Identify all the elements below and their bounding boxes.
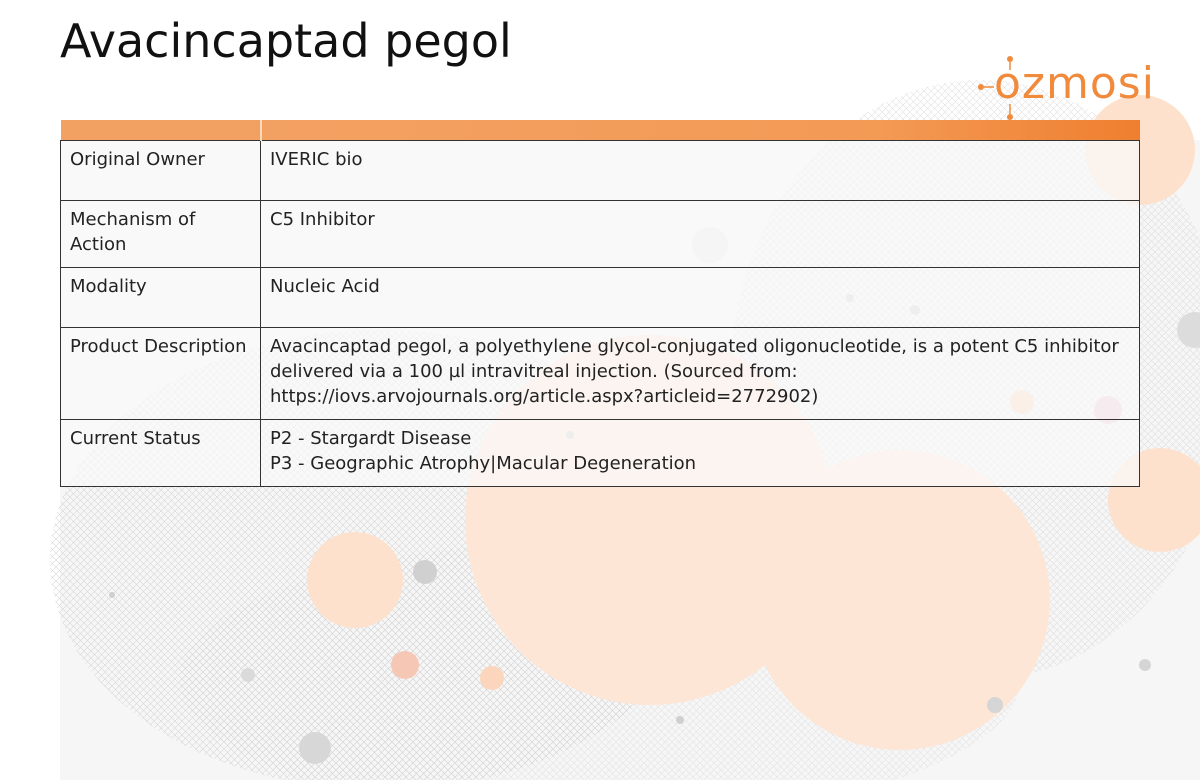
table-row [61, 268, 1140, 328]
table-header-row [61, 120, 1140, 141]
header-cell [261, 120, 1140, 141]
row-value [261, 328, 1140, 420]
row-value [261, 141, 1140, 201]
row-value-line: P2 - Stargardt Disease [270, 428, 472, 449]
row-label: Modality [61, 268, 261, 328]
row-value [261, 201, 1140, 268]
table-row [61, 328, 1140, 420]
row-value [261, 420, 1140, 487]
row-value-line: Avacincaptad pegol, a polyethylene glycol-conjugated oligonucleotide, is a potent C5 inhibitor delivered via a 100 µl intravitreal injection. (Sourced from: https://iovs.arvojournals.org/article.aspx?articleid=2772902) [270, 336, 1119, 407]
ozmosi-logo [974, 56, 1155, 122]
row-value-line: IVERIC bio [270, 149, 363, 170]
table-row [61, 420, 1140, 487]
table-row [61, 201, 1140, 268]
logo-text: ozmosi [994, 58, 1155, 109]
row-value-line: Nucleic Acid [270, 276, 380, 297]
drug-info-table [60, 120, 1140, 487]
row-label: Product Description [61, 328, 261, 420]
row-value-line: C5 Inhibitor [270, 209, 375, 230]
table-row [61, 141, 1140, 201]
row-label: Mechanism of Action [61, 201, 261, 268]
page-title: Avacincaptad pegol [60, 14, 512, 68]
row-value-line: P3 - Geographic Atrophy|Macular Degeneration [270, 453, 697, 474]
header-cell [61, 120, 261, 141]
row-label: Original Owner [61, 141, 261, 201]
row-label: Current Status [61, 420, 261, 487]
row-value [261, 268, 1140, 328]
